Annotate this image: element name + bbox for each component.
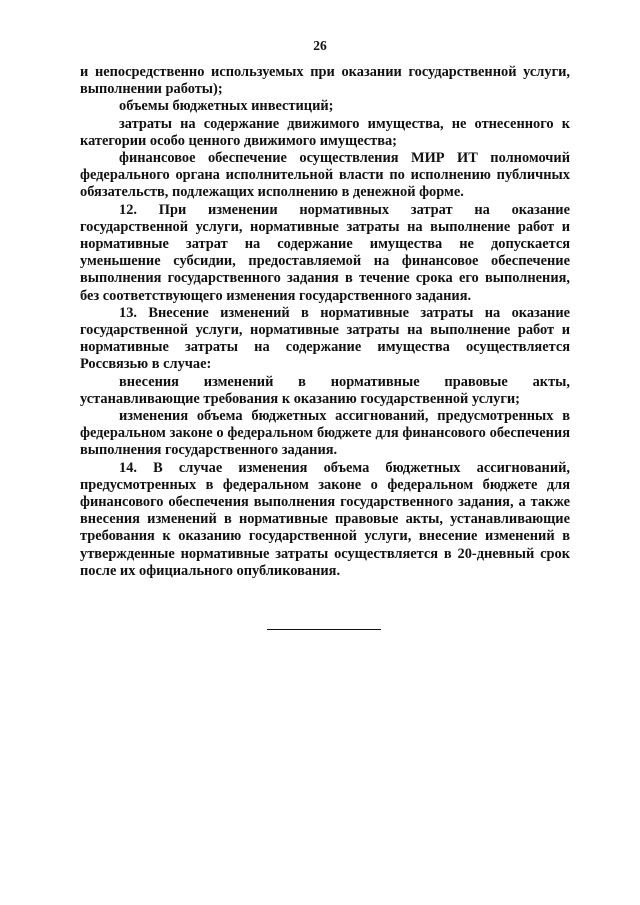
document-body: [80, 64, 570, 580]
page-number: 26: [313, 38, 327, 53]
paragraph-clause-12: 12. При изменении нормативных затрат на оказание государственной услуги, нормативные затраты на выполнение работ и нормативные затрат на содержание имущества не допускается уменьшение субсидии, предоставляемой на финансовое обеспечение выполнения государственного задания в течение срока его выполнения, без соответствующего изменения государственного задания.: [80, 201, 570, 304]
paragraph-clause-14: 14. В случае изменения объема бюджетных ассигнований, предусмотренных в федеральном законе о федеральном бюджете для финансового обеспечения выполнения государственного задания, а также внесения изменений в нормативные правовые акты, устанавливающие требования к оказанию государственной услуги, внесение изменений в утвержденные нормативные затраты осуществляется в 20-дневный срок после их официального опубликования.: [80, 459, 570, 579]
end-separator-line: [267, 629, 381, 630]
paragraph-financial-support: финансовое обеспечение осуществления МИР ИТ полномочий федерального органа исполнительной власти по исполнению публичных обязательств, подлежащих исполнению в денежной форме.: [80, 150, 570, 201]
paragraph-movable-property-costs: затраты на содержание движимого имущества, не отнесенного к категории особо ценного движимого имущества;: [80, 115, 570, 149]
paragraph-legal-acts-changes: внесения изменений в нормативные правовые акты, устанавливающие требования к оказанию государственной услуги;: [80, 373, 570, 407]
paragraph-clause-13: 13. Внесение изменений в нормативные затраты на оказание государственной услуги, нормативные затраты на выполнение работ и нормативные затраты на содержание имущества осуществляется Россвязью в случае:: [80, 304, 570, 373]
paragraph-budget-allocation-changes: изменения объема бюджетных ассигнований, предусмотренных в федеральном законе о федеральном бюджете для финансового обеспечения выполнения государственного задания.: [80, 408, 570, 459]
paragraph-continuation: и непосредственно используемых при оказании государственной услуги, выполнении работы);: [80, 64, 570, 98]
paragraph-budget-investments: объемы бюджетных инвестиций;: [119, 98, 334, 115]
